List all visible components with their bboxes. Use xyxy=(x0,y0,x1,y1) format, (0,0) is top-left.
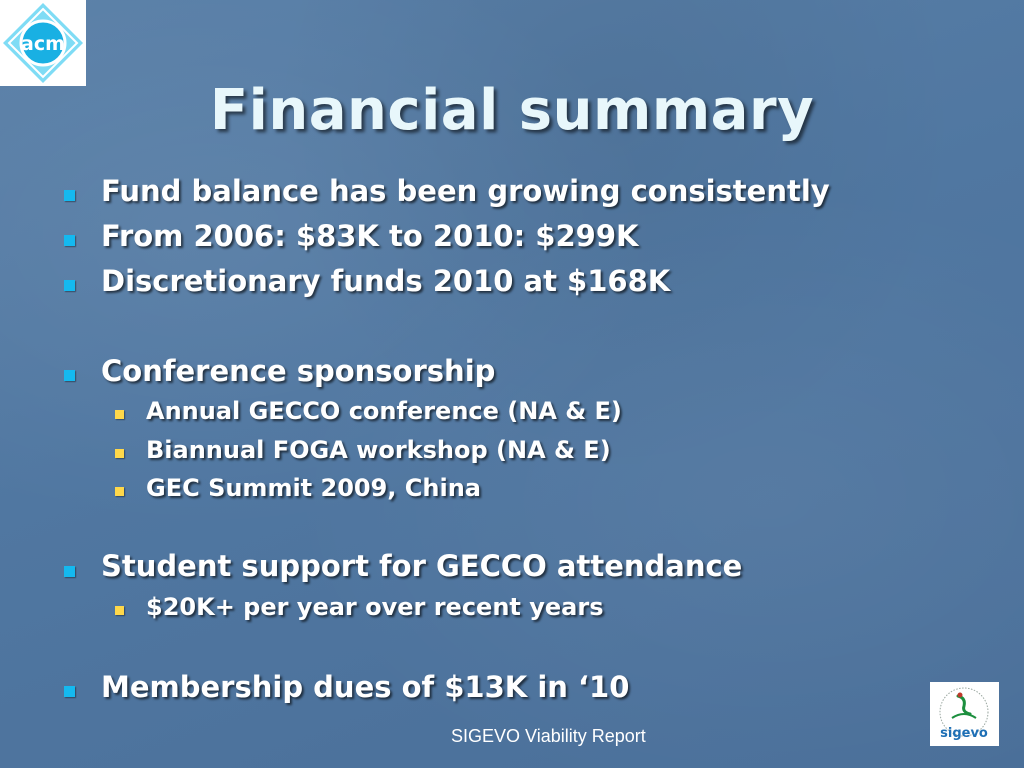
footer-text: SIGEVO Viability Report xyxy=(451,726,646,746)
bullet-item: Membership dues of $13K in ‘10 xyxy=(101,670,630,704)
slide-title: Financial summary xyxy=(209,78,815,143)
bullet-square-icon xyxy=(64,370,75,381)
bullet-item: Student support for GECCO attendance xyxy=(101,549,743,583)
sub-bullet-square-icon xyxy=(115,410,124,419)
sub-bullet-item: GEC Summit 2009, China xyxy=(146,474,481,502)
sub-bullet-square-icon xyxy=(115,606,124,615)
sub-bullet-item: $20K+ per year over recent years xyxy=(146,593,604,621)
sigevo-logo xyxy=(930,682,999,746)
bullet-square-icon xyxy=(64,566,75,577)
bullet-square-icon xyxy=(64,280,75,291)
sigevo-logo-text: sigevo xyxy=(940,726,988,741)
sigevo-logo-icon xyxy=(930,682,999,746)
bullet-square-icon xyxy=(64,686,75,697)
bullet-item: Fund balance has been growing consistently xyxy=(101,174,830,208)
bullet-item: Conference sponsorship xyxy=(101,354,496,388)
bullet-square-icon xyxy=(64,235,75,246)
sub-bullet-item: Annual GECCO conference (NA & E) xyxy=(146,397,622,425)
acm-logo-text: acm xyxy=(21,33,65,55)
bullet-item: From 2006: $83K to 2010: $299K xyxy=(101,219,639,253)
bullet-item: Discretionary funds 2010 at $168K xyxy=(101,264,671,298)
sub-bullet-square-icon xyxy=(115,487,124,496)
sub-bullet-square-icon xyxy=(115,449,124,458)
bullet-square-icon xyxy=(64,190,75,201)
sub-bullet-item: Biannual FOGA workshop (NA & E) xyxy=(146,436,611,464)
